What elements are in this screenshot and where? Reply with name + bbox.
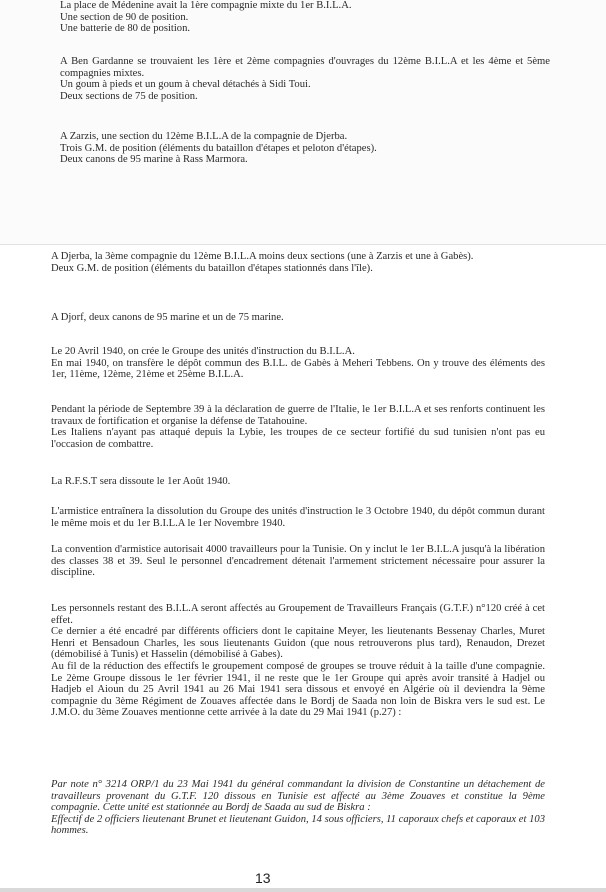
text-line: Un goum à pieds et un goum à cheval détachés à Sidi Toui. <box>60 79 311 91</box>
text-line: A Ben Gardanne se trouvaient les 1ère et 2ème compagnies d'ouvrages du 12ème B.I.L.A et les 4ème et 5ème compagnies mixtes. <box>60 56 550 79</box>
paragraph-avril-1940 <box>51 346 545 381</box>
paragraph-rfst <box>51 476 545 488</box>
paragraph-djerba <box>51 251 545 274</box>
page-number: 13 <box>255 870 271 886</box>
paragraph-convention <box>51 544 545 579</box>
text-line: Pendant la période de Septembre 39 à la déclaration de guerre de l'Italie, le 1er B.I.L.A et ses renforts continuent les travaux de fortification et organise la défense de Tatahouine. <box>51 404 545 427</box>
scan-edge <box>0 888 606 892</box>
paragraph-personnels <box>51 603 545 719</box>
text-line: Les personnels restant des B.I.L.A seront affectés au Groupement de Travailleurs Français (G.T.F.) n°120 créé à cet effet. <box>51 603 545 626</box>
paragraph-armistice <box>51 506 545 529</box>
text-line: Une section de 90 de position. <box>60 11 189 23</box>
text-line: A Djorf, deux canons de 95 marine et un de 75 marine. <box>51 312 284 323</box>
text-line: La R.F.S.T sera dissoute le 1er Août 1940. <box>51 476 231 487</box>
text-line: Deux sections de 75 de position. <box>60 90 198 102</box>
text-line: Trois G.M. de position (éléments du bataillon d'étapes et peloton d'étapes). <box>60 142 377 154</box>
text-line: Le 20 Avril 1940, on crée le Groupe des unités d'instruction du B.I.L.A. <box>51 346 355 357</box>
paragraph-medenine <box>60 0 560 35</box>
paragraph-djorf <box>51 312 545 324</box>
text-line: Deux canons de 95 marine à Rass Marmora. <box>60 154 248 166</box>
text-line: En mai 1940, on transfère le dépôt commun des B.I.L. de Gabès à Meheri Tebbens. On y trouve des éléments des 1er, 11ème, 12ème, 21ème et 25ème B.I.L.A. <box>51 357 545 381</box>
text-line: La convention d'armistice autorisait 4000 travailleurs pour la Tunisie. On y inclut le 1er B.I.L.A jusqu'à la libération des classes 38 et 39. Seul le personnel d'encadrement détenait l'armement strictement nécessaire pour assurer la discipline. <box>51 544 545 579</box>
text-line: A Djerba, la 3ème compagnie du 12ème B.I.L.A moins deux sections (une à Zarzis et une à Gabès). <box>51 251 474 262</box>
text-line: Effectif de 2 officiers lieutenant Brunet et lieutenant Guidon, 14 sous officiers, 11 caporaux chefs et caporaux et 103 hommes. <box>51 813 545 837</box>
text-line: Deux G.M. de position (éléments du bataillon d'étapes stationnés dans l'île). <box>51 262 373 274</box>
paragraph-zarzis <box>60 131 560 166</box>
text-line: La place de Médenine avait la 1ère compagnie mixte du 1er B.I.L.A. <box>60 0 352 11</box>
top-scan-sheet <box>0 0 606 245</box>
paragraph-note <box>51 779 545 837</box>
paragraph-periode <box>51 404 545 450</box>
text-line: A Zarzis, une section du 12ème B.I.L.A de la compagnie de Djerba. <box>60 131 348 142</box>
text-line: Par note n° 3214 ORP/1 du 23 Mai 1941 du général commandant la division de Constantine un détachement de travailleurs provenant du G.T.F. 120 dissous en Tunisie est affecté au 3ème Zouaves et constitue la 9ème compagnie. Cette unité est stationnée au Bordj de Saada au sud de Biskra : <box>51 779 545 814</box>
text-line: L'armistice entraînera la dissolution du Groupe des unités d'instruction le 3 Octobre 1940, du dépôt commun durant le même mois et du 1er B.I.L.A le 1er Novembre 1940. <box>51 506 545 529</box>
text-line: Ce dernier a été encadré par différents officiers dont le capitaine Meyer, les lieutenants Bessenay Charles, Muret Henri et Bensadoun Charles, les sous lieutenants Guidon (que nous retrouverons plus tard), Renaudon, Drezet (démobilisé à Tunis) et Hasselin (démobilisé à Gabes). <box>51 626 545 661</box>
text-line: Une batterie de 80 de position. <box>60 23 191 35</box>
text-line: Au fil de la réduction des effectifs le groupement composé de groupes se trouve réduit à la taille d'une compagnie. Le 2ème Groupe dissous le 1er février 1941, il ne reste que le 1er Groupe qui après avoir transité à Hadjel ou Hadjeb el Aioun du 25 Avril 1941 au 26 Mai 1941 sera dissous et envoyé en Algérie où il deviendra la 9ème compagnie du 3ème Régiment de Zouaves affectée dans le Bordj de Saada non loin de Biskra vers le sud est. Le J.M.O. du 3ème Zouaves mentionne cette arrivée à la date du 29 Mai 1941 (p.27) : <box>51 660 545 719</box>
text-line: Les Italiens n'ayant pas attaqué depuis la Lybie, les troupes de ce secteur fortifié du sud tunisien n'ont pas eu l'occasion de combattre. <box>51 427 545 450</box>
paragraph-ben-gardanne <box>60 56 550 102</box>
